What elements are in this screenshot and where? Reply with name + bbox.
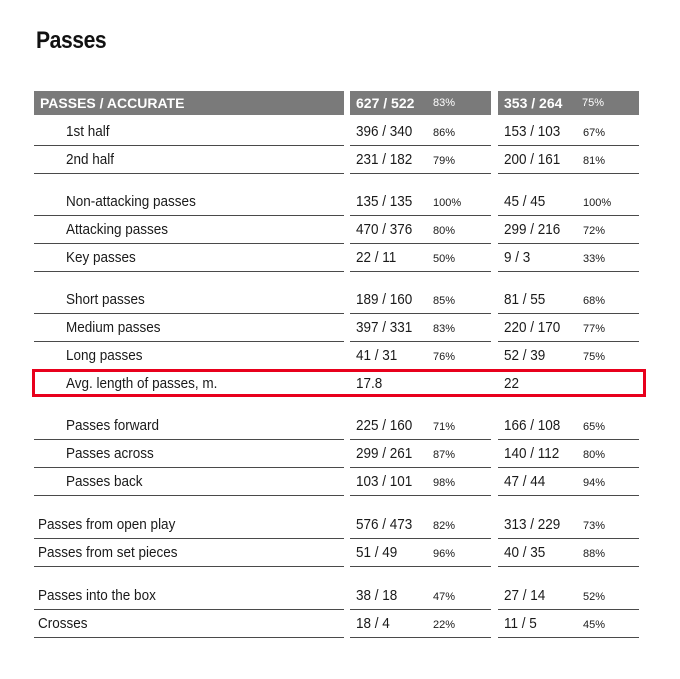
row-label: Non-attacking passes [66,193,196,210]
team1-value: 18 / 4 [356,615,390,632]
team1-pct: 22% [433,619,456,631]
team1-value: 17.8 [356,375,383,392]
table-row [0,244,680,272]
team1-value: 22 / 11 [356,249,397,266]
row-divider [34,566,344,567]
row-divider [350,173,491,174]
row-divider [498,566,639,567]
row-divider [498,173,639,174]
team2-value: 27 / 14 [504,587,546,604]
team1-value: 103 / 101 [356,473,413,490]
header-team1-value: 627 / 522 [356,95,415,111]
row-label: Avg. length of passes, m. [66,375,218,392]
highlight-box [32,369,646,397]
team1-pct: 98% [433,477,456,489]
team2-value: 299 / 216 [504,221,561,238]
team1-pct: 80% [433,225,456,237]
team2-value: 81 / 55 [504,291,546,308]
table-row [0,468,680,496]
team2-pct: 65% [583,421,606,433]
row-divider [34,495,344,496]
team1-value: 396 / 340 [356,123,413,140]
team2-pct: 80% [583,449,606,461]
header-team2-value: 353 / 264 [504,95,563,111]
team1-pct: 76% [433,351,456,363]
table-row [0,511,680,539]
team2-value: 313 / 229 [504,516,561,533]
team1-value: 470 / 376 [356,221,413,238]
table-row [0,146,680,174]
team1-pct: 87% [433,449,456,461]
table-row [0,342,680,370]
team2-pct: 81% [583,155,606,167]
row-divider [34,173,344,174]
team1-pct: 85% [433,295,456,307]
team1-value: 51 / 49 [356,544,398,561]
row-label: Key passes [66,249,136,266]
table-row [0,582,680,610]
team1-pct: 79% [433,155,456,167]
team2-pct: 52% [583,591,606,603]
team2-value: 52 / 39 [504,347,546,364]
team2-value: 45 / 45 [504,193,546,210]
table-row [0,118,680,146]
team2-value: 200 / 161 [504,151,561,168]
team2-pct: 33% [583,253,606,265]
team2-value: 140 / 112 [504,445,560,462]
row-divider [350,637,491,638]
team2-pct: 68% [583,295,606,307]
team1-value: 135 / 135 [356,193,413,210]
team2-value: 9 / 3 [504,249,531,266]
team1-pct: 82% [433,520,456,532]
team2-pct: 73% [583,520,606,532]
team2-pct: 45% [583,619,606,631]
table-row [0,412,680,440]
team2-value: 220 / 170 [504,319,561,336]
team1-pct: 71% [433,421,456,433]
row-divider [498,495,639,496]
row-label: Passes from open play [38,516,176,533]
team1-value: 41 / 31 [356,347,398,364]
table-row [0,188,680,216]
team1-value: 397 / 331 [356,319,413,336]
row-divider [34,637,344,638]
table-row [0,216,680,244]
team1-pct: 83% [433,323,456,335]
row-divider [498,271,639,272]
team1-value: 576 / 473 [356,516,413,533]
team2-value: 153 / 103 [504,123,561,140]
row-divider [350,271,491,272]
team1-value: 189 / 160 [356,291,413,308]
team2-pct: 72% [583,225,606,237]
row-label: Crosses [38,615,88,632]
row-label: Passes into the box [38,587,156,604]
table-row [0,610,680,638]
header-team2-pct: 75% [582,97,605,109]
team1-pct: 50% [433,253,456,265]
team1-pct: 96% [433,548,456,560]
team1-pct: 47% [433,591,456,603]
page-title: Passes [36,27,107,54]
row-label: Passes back [66,473,143,490]
row-divider [350,495,491,496]
table-row [0,539,680,567]
row-label: 2nd half [66,151,115,168]
row-label: Passes across [66,445,154,462]
team2-pct: 77% [583,323,606,335]
table-row [0,286,680,314]
row-label: Short passes [66,291,145,308]
team2-pct: 88% [583,548,606,560]
team1-value: 38 / 18 [356,587,398,604]
team2-value: 22 [504,375,520,392]
row-divider [350,566,491,567]
header-label: PASSES / ACCURATE [40,95,185,111]
row-label: Passes from set pieces [38,544,178,561]
header-team1-pct: 83% [433,97,456,109]
row-label: Medium passes [66,319,161,336]
row-divider [498,637,639,638]
team2-value: 11 / 5 [504,615,537,632]
team1-value: 231 / 182 [356,151,413,168]
team2-value: 40 / 35 [504,544,546,561]
team1-value: 299 / 261 [356,445,413,462]
row-label: 1st half [66,123,110,140]
row-label: Attacking passes [66,221,169,238]
team1-pct: 100% [433,197,462,209]
team2-pct: 75% [583,351,606,363]
team2-pct: 94% [583,477,606,489]
table-row [0,314,680,342]
team1-value: 225 / 160 [356,417,413,434]
table-row [0,440,680,468]
row-label: Passes forward [66,417,160,434]
team2-pct: 67% [583,127,606,139]
team2-value: 47 / 44 [504,473,546,490]
team2-pct: 100% [583,197,612,209]
team2-value: 166 / 108 [504,417,561,434]
team1-pct: 86% [433,127,456,139]
row-label: Long passes [66,347,143,364]
row-divider [34,271,344,272]
